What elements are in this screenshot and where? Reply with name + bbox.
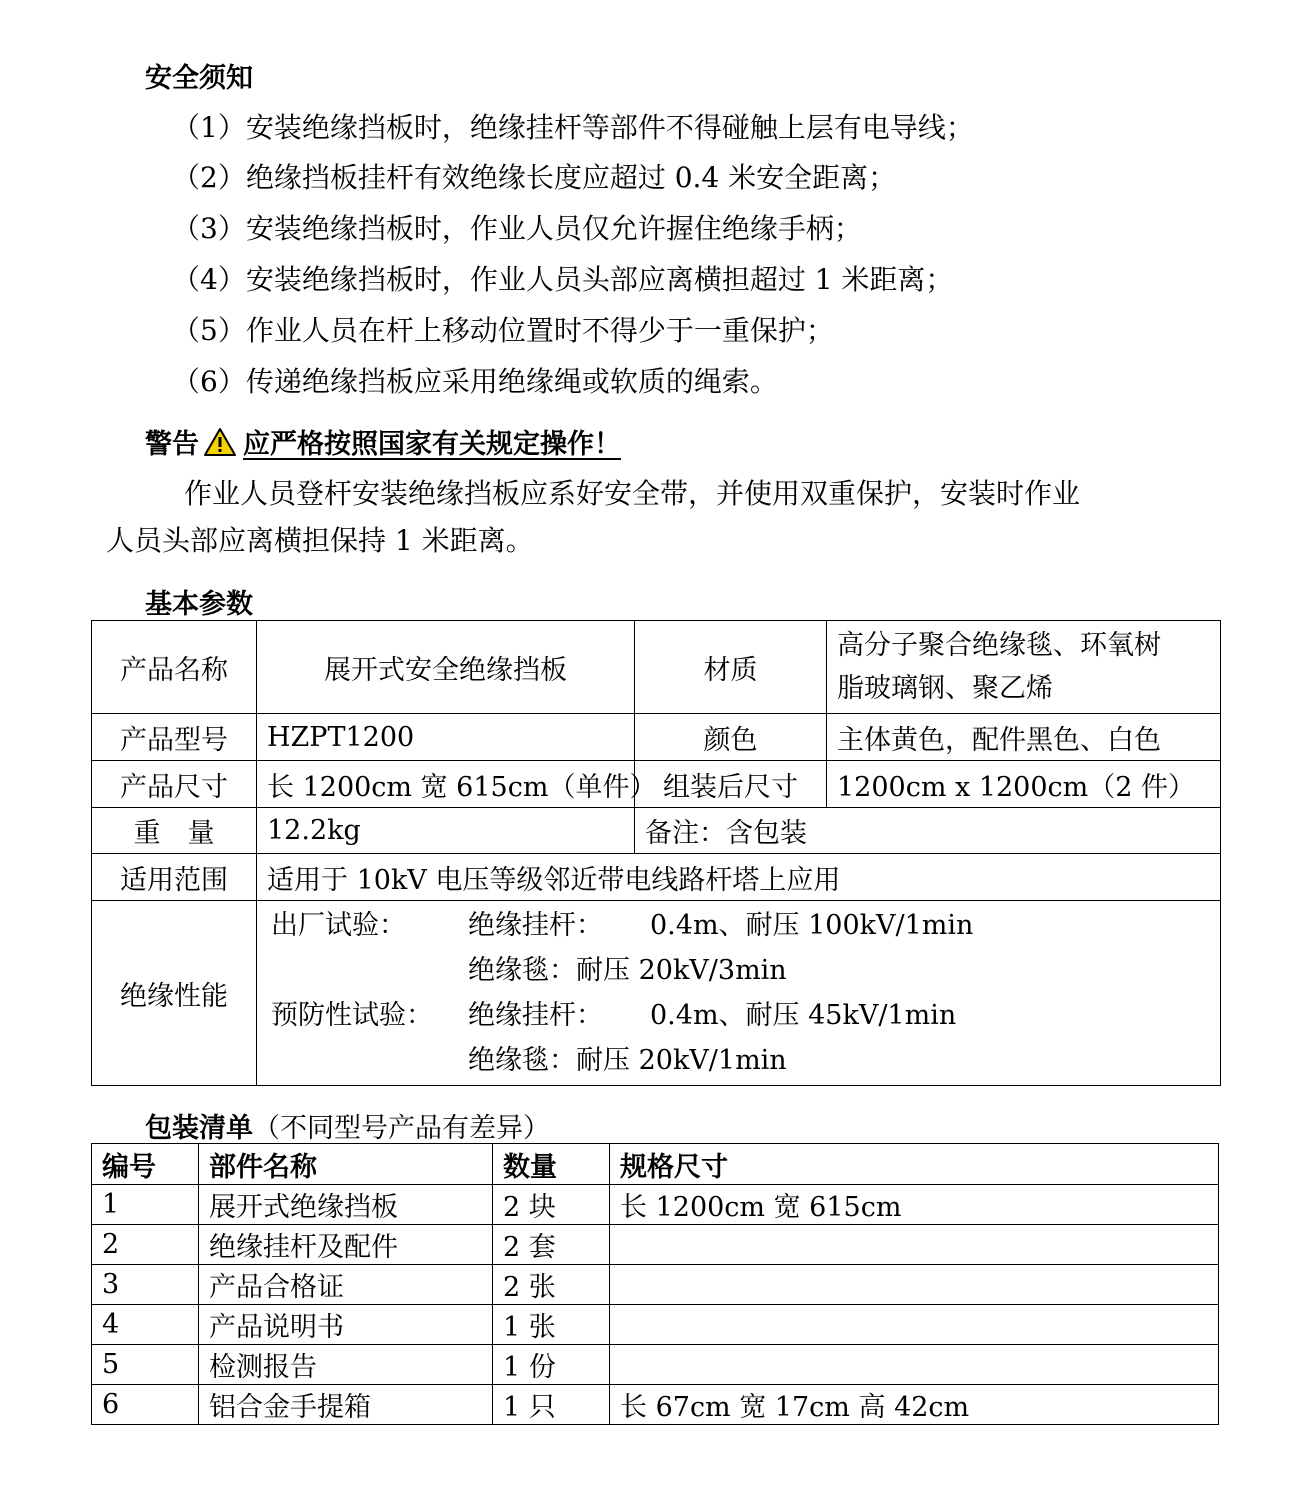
params-row-size <box>92 761 1221 808</box>
material-line2: 脂玻璃钢、聚乙烯 <box>837 673 1053 704</box>
row-number: 5 <box>92 1345 199 1385</box>
model-value: HZPT1200 <box>257 714 635 761</box>
preventive-blanket: 绝缘毯：耐压 20kV/1min <box>468 1045 787 1076</box>
insulation-value <box>257 901 1221 1086</box>
table-row <box>92 1385 1219 1425</box>
packing-header-row <box>92 1144 1219 1185</box>
row-spec <box>610 1345 1219 1385</box>
row-part-name: 绝缘挂杆及配件 <box>199 1225 493 1265</box>
header-quantity: 数量 <box>493 1144 610 1185</box>
color-value: 主体黄色，配件黑色、白色 <box>827 714 1221 761</box>
row-part-name: 铝合金手提箱 <box>199 1385 493 1425</box>
header-part-name: 部件名称 <box>199 1144 493 1185</box>
params-title: 基本参数 <box>145 589 253 620</box>
scope-label: 适用范围 <box>92 854 257 901</box>
material-label: 材质 <box>635 621 827 714</box>
row-number: 1 <box>92 1185 199 1225</box>
safety-title: 安全须知 <box>145 63 253 94</box>
warning-body-line2: 人员头部应离横担保持 1 米距离。 <box>106 524 534 557</box>
row-quantity: 2 张 <box>493 1265 610 1305</box>
row-spec: 长 67cm 宽 17cm 高 42cm <box>610 1385 1219 1425</box>
row-quantity: 1 份 <box>493 1345 610 1385</box>
header-number: 编号 <box>92 1144 199 1185</box>
preventive-rod-label: 绝缘挂杆： <box>468 1000 603 1031</box>
weight-label: 重 量 <box>92 808 257 854</box>
color-label: 颜色 <box>635 714 827 761</box>
insulation-detail <box>271 903 973 1083</box>
safety-item-1: （1）安装绝缘挡板时，绝缘挂杆等部件不得碰触上层有电导线； <box>172 111 974 144</box>
params-row-model <box>92 714 1221 761</box>
factory-blanket: 绝缘毯：耐压 20kV/3min <box>468 955 787 986</box>
table-row <box>92 1265 1219 1305</box>
warning-triangle-icon <box>203 427 237 457</box>
row-number: 6 <box>92 1385 199 1425</box>
material-value <box>827 621 1221 714</box>
row-spec: 长 1200cm 宽 615cm <box>610 1185 1219 1225</box>
size-value: 长 1200cm 宽 615cm（单件） <box>257 761 635 808</box>
safety-item-2: （2）绝缘挡板挂杆有效绝缘长度应超过 0.4 米安全距离； <box>172 161 897 194</box>
row-part-name: 展开式绝缘挡板 <box>199 1185 493 1225</box>
params-row-name <box>92 621 1221 714</box>
warning-label: 警告 <box>145 429 199 460</box>
row-number: 2 <box>92 1225 199 1265</box>
row-spec <box>610 1265 1219 1305</box>
name-value: 展开式安全绝缘挡板 <box>257 621 635 714</box>
header-spec: 规格尺寸 <box>610 1144 1219 1185</box>
safety-item-6: （6）传递绝缘挡板应采用绝缘绳或软质的绳索。 <box>172 365 778 398</box>
row-quantity: 2 块 <box>493 1185 610 1225</box>
scope-value: 适用于 10kV 电压等级邻近带电线路杆塔上应用 <box>257 854 1221 901</box>
packing-title: 包装清单 <box>145 1113 253 1144</box>
preventive-rod-value: 0.4m、耐压 45kV/1min <box>650 1000 957 1031</box>
packing-title-line <box>145 1106 550 1145</box>
table-row <box>92 1225 1219 1265</box>
safety-item-3: （3）安装绝缘挡板时，作业人员仅允许握住绝缘手柄； <box>172 212 862 245</box>
row-spec <box>610 1305 1219 1345</box>
safety-item-5: （5）作业人员在杆上移动位置时不得少于一重保护； <box>172 314 834 347</box>
table-row <box>92 1305 1219 1345</box>
row-part-name: 产品说明书 <box>199 1305 493 1345</box>
factory-rod-value: 0.4m、耐压 100kV/1min <box>650 910 974 941</box>
params-table <box>91 620 1221 1086</box>
params-row-scope <box>92 854 1221 901</box>
warning-body-line1: 作业人员登杆安装绝缘挡板应系好安全带，并使用双重保护，安装时作业 <box>184 477 1081 510</box>
row-quantity: 1 只 <box>493 1385 610 1425</box>
assembled-value: 1200cm x 1200cm（2 件） <box>827 761 1221 808</box>
row-number: 4 <box>92 1305 199 1345</box>
assembled-label: 组装后尺寸 <box>635 761 827 808</box>
table-row <box>92 1345 1219 1385</box>
name-label: 产品名称 <box>92 621 257 714</box>
packing-table <box>91 1143 1219 1425</box>
size-label: 产品尺寸 <box>92 761 257 808</box>
packing-title-note: （不同型号产品有差异） <box>253 1113 550 1144</box>
row-number: 3 <box>92 1265 199 1305</box>
table-row <box>92 1185 1219 1225</box>
params-row-weight <box>92 808 1221 854</box>
insulation-label: 绝缘性能 <box>92 901 257 1086</box>
row-spec <box>610 1225 1219 1265</box>
row-quantity: 2 套 <box>493 1225 610 1265</box>
row-quantity: 1 张 <box>493 1305 610 1345</box>
factory-test-label: 出厂试验： <box>271 910 406 941</box>
warning-text: 应严格按照国家有关规定操作！ <box>243 429 621 460</box>
model-label: 产品型号 <box>92 714 257 761</box>
row-part-name: 产品合格证 <box>199 1265 493 1305</box>
factory-rod-label: 绝缘挂杆： <box>468 910 603 941</box>
preventive-test-label: 预防性试验： <box>271 1000 433 1031</box>
weight-value: 12.2kg <box>257 808 635 854</box>
material-line1: 高分子聚合绝缘毯、环氧树 <box>837 630 1161 661</box>
safety-item-4: （4）安装绝缘挡板时，作业人员头部应离横担超过 1 米距离； <box>172 263 954 296</box>
row-part-name: 检测报告 <box>199 1345 493 1385</box>
params-row-insulation <box>92 901 1221 1086</box>
warning-line <box>145 422 621 461</box>
note-value: 备注：含包装 <box>635 808 1221 854</box>
